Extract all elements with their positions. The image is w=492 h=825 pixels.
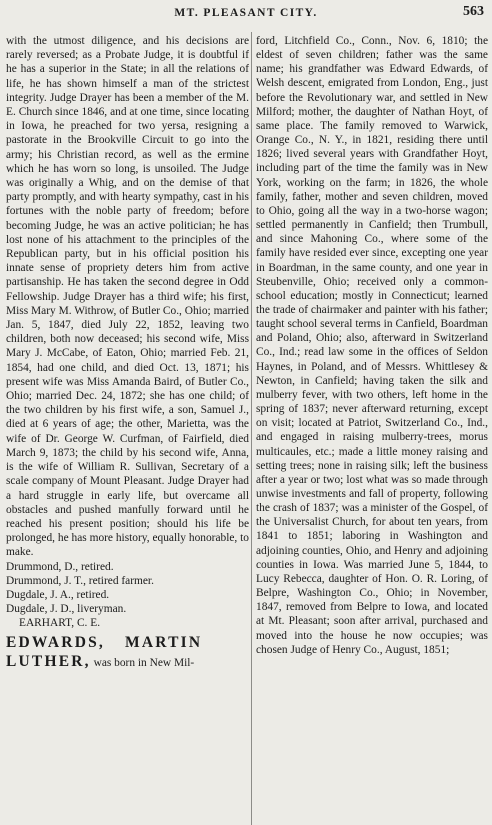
biography-headword-line [6, 634, 249, 672]
short-entry: Dugdale, J. A., retired. [6, 588, 110, 601]
short-entry: Drummond, J. T., retired farmer. [6, 574, 154, 587]
left-column [6, 34, 249, 822]
running-head: MT. PLEASANT CITY. [174, 7, 318, 19]
headword-given-name: MARTIN [125, 633, 203, 651]
continued-biography: with the utmost diligence, and his decisions are rarely reversed; as a Probate Judge, it is doubtful if he has a superior in the State; in all the relations of life, he has shown himself a man of the strictest integrity. Judge Drayer has been a member of the M. E. Church since 1846, and at one time, since locating in Iowa, he preached for two yersa, resigning a pastorate in the Brookville Circuit to go into the army; his Christian record, as well as the ermine which he has worn so long, is unsoiled. The Judge was originally a Whig, and on the demise of that party promptly, and with hearty sympathy, cast in his fortunes with the noble party of freedom; before becoming Judge, he was an active politician; he has lost none of his attachment to the principles of the Republican party, but in his official position his innate sense of propriety deters him from active partisanship. He has taken the second degree in Odd Fellowship. Judge Drayer has a third wife; his first, Miss Mary M. Withrow, of Butler Co., Ohio; married Jan. 5, 1847, died July 22, 1852, leaving two children, both now deceased; his second wife, Miss Mary J. McCabe, of Eaton, Ohio; married Feb. 21, 1854, had one child, and died Oct. 13, 1871; his present wife was Miss Amanda Baird, of Butler Co., Ohio; married Dec. 24, 1872; she has one child; of the two children by his first wife, a son, Samuel J., died at 6 years of age; the other, Marietta, was the wife of Dr. George W. Curfman, of Fairfield, died March 9, 1873; the child by his second wife, Anna, is the wife of William R. Sullivan, Secretary of a scale company of Mount Pleasant. Judge Drayer had a hard struggle in early life, but overcame all obstacles and pushed manfully forward until he reached his present position; should his life be prolonged, he has more history, equally honorable, to make. [6, 35, 249, 559]
section-letter-entry: EARHART, C. E. [19, 617, 101, 630]
short-entry: Dugdale, J. D., liveryman. [6, 603, 127, 616]
headword-middle-name: LUTHER, [6, 652, 91, 670]
short-entry: Drummond, D., retired. [6, 560, 114, 573]
edwards-biography: ford, Litchfield Co., Conn., Nov. 6, 1810; the eldest of seven children; father was the same name; his grandfather was Edward Edwards, of Welsh descent, emigrated from London, Eng., just before the Revolutionary war, and settled in New Milford; mother, the daughter of Nathan Hoyt, of same place. The family removed to Warwick, Orange Co., N. Y., in 1821, residing there until 1826; lived several years with Grandfather Hoyt, including part of the time the family was in New York, working on the farm; in 1826, the whole family, father, mother and seven children, moved to Ohio, going all the way in a two-horse wagon; settled permanently in Canfield; then Trumbull, and since Mahoning Co., where some of the family have resided ever since, excepting one year in Boardman, in the same county, and one year in Steubenville, Ohio; received only a common-school education; mostly in Connecticut; learned the trade of chairmaker and painter with his father; taught school several terms in Canfield, Boardman and Poland, Ohio; also, afterward in Switzerland Co., Ind.; read law some in the offices of Seldon Haynes, in Poland, and of Messrs. Whittlesey & Newton, in Canfield; having taken the silk and mulberry fever, with two others, left home in the spring of 1837; never afterward returning, except on visit; located at Patriot, Switzerland Co., Ind., and engaged in raising mulberry-trees, morus multicaules, etc.; made a little money raising and setting trees; none in raising silk; left the business after a year or two; lost what was so made through unwise investments and fall of property, following the crash of 1837; was a minister of the Gospel, of the Universalist Church, for about ten years, from 1841 to 1851; laboring in Washington and adjoining counties, Ohio, and Henry and adjoining counties in Iowa. Was married June 5, 1844, to Lucy Rebecca, daughter of Hon. O. R. Loring, of Belpre, Washington Co., Ohio; in November, 1847, removed from Belpre to Iowa, and located at Mt. Pleasant; soon after arrival, purchased and moved into the house he now occupies; was chosen Judge of Henry Co., August, 1851; [256, 35, 488, 656]
headword-surname: EDWARDS, [6, 633, 105, 651]
right-column [256, 34, 488, 822]
page-header [0, 0, 492, 32]
short-entries-list [6, 560, 249, 617]
column-divider [251, 32, 252, 825]
biography-opening-text: was born in New Mil- [93, 656, 195, 669]
page-number: 563 [463, 4, 484, 19]
